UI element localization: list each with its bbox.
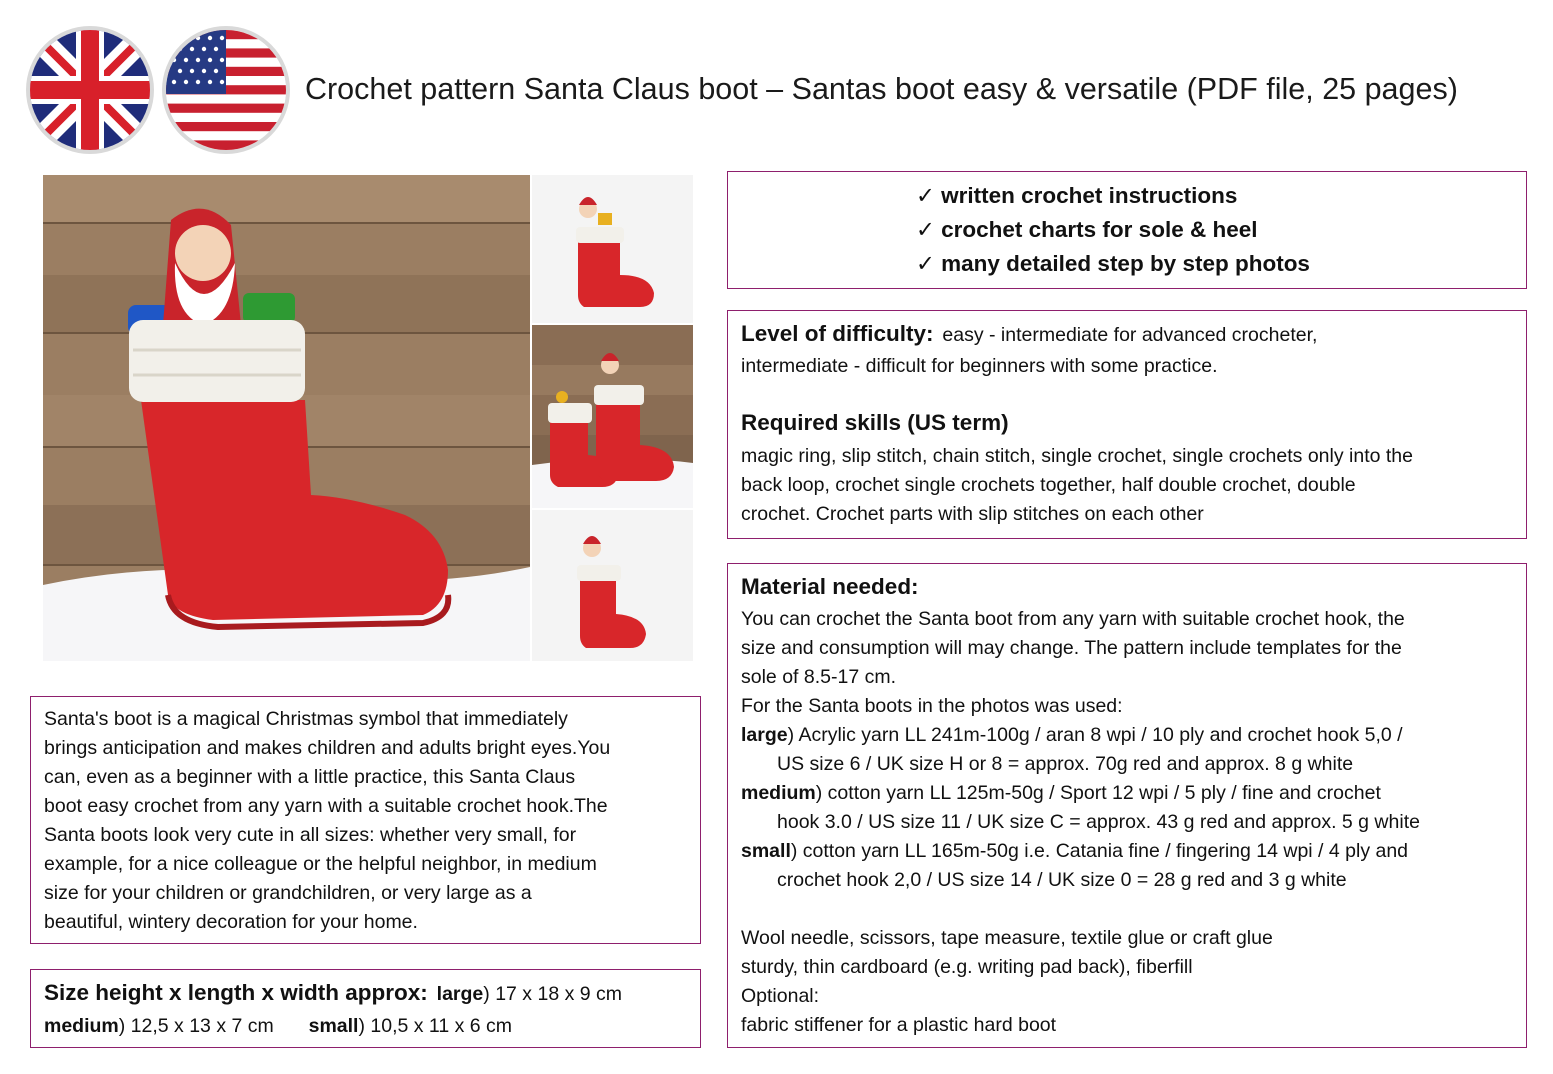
checkmark-icon: ✓ <box>916 217 935 242</box>
difficulty-label: Level of difficulty: <box>741 321 934 346</box>
size-box <box>30 969 701 1048</box>
thumb-photo-2 <box>532 325 693 508</box>
checkmark-icon: ✓ <box>916 251 935 276</box>
features-list <box>916 179 1310 281</box>
material-small: small) cotton yarn LL 165m-50g i.e. Catania fine / fingering 14 wpi / 4 ply and <box>741 840 1409 862</box>
page-title: Crochet pattern Santa Claus boot – Santas boot easy & versatile (PDF file, 25 pages) <box>305 72 1458 106</box>
material-medium: medium) cotton yarn LL 125m-50g / Sport 12 wpi / 5 ply / fine and crochet <box>741 782 1381 804</box>
us-flag-icon <box>162 26 290 154</box>
difficulty-skills-box <box>727 310 1527 539</box>
main-boot-photo <box>43 175 530 661</box>
uk-flag-icon <box>26 26 154 154</box>
difficulty-value-1: easy - intermediate for advanced crocheter, <box>942 324 1318 346</box>
skills-text: magic ring, slip stitch, chain stitch, single crochet, single crochets only into the back loop, crochet single crochets together, half double crochet, double crochet. Crochet parts with slip stitches on each other <box>741 445 1413 525</box>
features-box <box>727 171 1527 289</box>
size-line2: medium) 12,5 x 13 x 7 cm small) 10,5 x 11 x 6 cm <box>44 1015 513 1037</box>
material-large: large) Acrylic yarn LL 241m-100g / aran 8 wpi / 10 ply and crochet hook 5,0 / <box>741 724 1403 746</box>
description-text: Santa's boot is a magical Christmas symbol that immediately brings anticipation and makes children and adults bright eyes.You can, even as a beginner with a little practice, this Santa Claus boot easy crochet from any yarn with a suitable crochet hook.The Santa boots look very cute in all sizes: whether very small, for example, for a nice colleague or the helpful neighbor, in medium size for your children or grandchildren, or very large as a beautiful, wintery decoration for your home. <box>44 708 611 933</box>
size-line1: Size height x length x width approx: large) 17 x 18 x 9 cm <box>44 980 622 1005</box>
feature-item: ✓ written crochet instructions <box>916 183 1238 208</box>
checkmark-icon: ✓ <box>916 183 935 208</box>
thumb-photo-1 <box>532 175 693 323</box>
description-box <box>30 696 701 944</box>
material-box <box>727 563 1527 1048</box>
feature-item: ✓ crochet charts for sole & heel <box>916 217 1258 242</box>
skills-heading: Required skills (US term) <box>741 410 1009 435</box>
material-text: You can crochet the Santa boot from any yarn with suitable crochet hook, the size and consumption will may change. The pattern include templates for the sole of 8.5-17 cm. For the Santa boots in the photos was used: large) Acrylic yarn LL 241m-100g / aran 8 wpi / 10 ply and crochet hook 5,0 / US size 6 / UK size H or 8 = approx. 70g red and approx. 8 g white medium) cotton yarn LL 125m-50g / Sport 12 wpi / 5 ply / fine and crochet hook 3.0 / US size 11 / UK size C = approx. 43 g red and approx. 5 g white small) cotton yarn LL 165m-50g i.e. Catania fine / fingering 14 wpi / 4 ply and crochet hook 2,0 / US size 14 / UK size 0 = 28 g red and 3 g white Wool needle, scissors, tape measure, textile glue or craft glue sturdy, thin cardboard (e.g. writing pad back), fiberfill Optional: fabric stiffener for a plastic hard boot <box>741 605 1521 1040</box>
thumb-photo-3 <box>532 510 693 661</box>
material-heading: Material needed: <box>741 574 919 599</box>
difficulty-line1 <box>741 321 1317 350</box>
size-label: Size height x length x width approx: <box>44 980 428 1005</box>
difficulty-value-2: intermediate - difficult for beginners with some practice. <box>741 355 1218 377</box>
feature-item: ✓ many detailed step by step photos <box>916 251 1310 276</box>
